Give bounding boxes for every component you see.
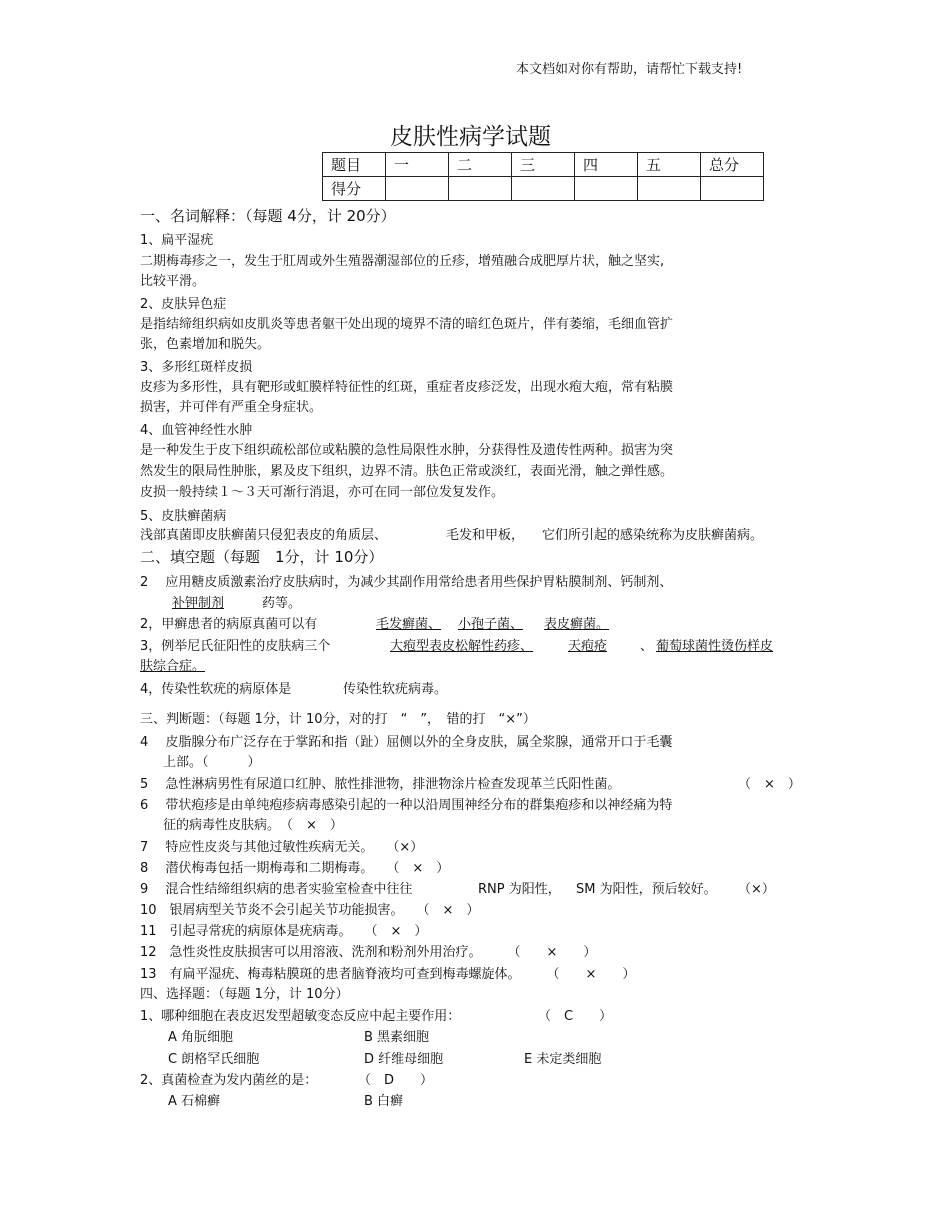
score-cell: 四 — [575, 153, 638, 177]
fill-answer: 葡萄球菌性烫伤样皮 — [656, 639, 774, 654]
section-heading-4: 四、选择题：（每题 1分，计 10分） — [140, 987, 349, 1002]
judge-item: 11 引起寻常疣的病原体是疣病毒。 （ × ） — [140, 924, 428, 939]
judge-item: SM 为阳性，预后较好。 — [576, 882, 717, 897]
judge-item: 6 带状疱疹是由单纯疱疹病毒感染引起的一种以沿周围神经分布的群集疱疹和以神经痛为特 — [140, 798, 673, 813]
judge-answer: （ × ） — [738, 777, 801, 792]
judge-item: 10 银屑病型关节炎不会引起关节功能损害。 （ × ） — [140, 903, 480, 918]
score-table-score-row — [323, 177, 764, 201]
judge-item: 上部。（ ） — [163, 755, 261, 770]
choice-answer: （ C ） — [538, 1009, 613, 1024]
choice-question: 1、哪种细胞在表皮迟发型超敏变态反应中起主要作用： — [140, 1009, 461, 1024]
score-cell — [386, 177, 449, 201]
fill-answer: 毛发癣菌、 — [376, 617, 442, 632]
score-cell: 二 — [449, 153, 512, 177]
term-text: 二期梅毒疹之一，发生于肛周或外生殖器潮湿部位的丘疹，增殖融合成肥厚片状，触之坚实, — [140, 254, 665, 269]
score-cell: 一 — [386, 153, 449, 177]
section-heading-1: 一、名词解释：（每题 4分，计 20分） — [140, 207, 396, 225]
choice-option: B 白癣 — [364, 1094, 404, 1109]
term-text: 它们所引起的感染统称为皮肤癣菌病。 — [542, 528, 764, 543]
fill-answer: 大疱型表皮松解性药疹、 — [390, 639, 534, 654]
fill-answer: 传染性软疣病毒。 — [343, 682, 448, 697]
score-cell: 三 — [512, 153, 575, 177]
judge-item: 4 皮脂腺分布广泛存在于掌跖和指（趾）屈侧以外的全身皮肤，属全浆腺，通常开口于毛囊 — [140, 735, 673, 750]
term-text: 皮疹为多形性，具有靶形或虹膜样特征性的红斑，重症者皮疹泛发，出现水疱大疱，常有粘膜 — [140, 380, 674, 395]
judge-item: 8 潜伏梅毒包括一期梅毒和二期梅毒。 （ × ） — [140, 861, 450, 876]
judge-item: 13 有扁平湿疣、梅毒粘膜斑的患者脑脊液均可查到梅毒螺旋体。 （ × ） — [140, 967, 636, 982]
term-title: 1、扁平湿疣 — [140, 233, 214, 248]
judge-item: 5 急性淋病男性有尿道口红肿、脓性排泄物，排泄物涂片检查发现革兰氏阳性菌。 — [140, 777, 621, 792]
term-text: 毛发和甲板， — [446, 528, 525, 543]
fill-question: 3，例举尼氏征阳性的皮肤病三个 — [140, 639, 331, 654]
score-cell — [638, 177, 701, 201]
choice-option: E 未定类细胞 — [524, 1052, 602, 1067]
fill-question: 2，甲癣患者的病原真菌可以有 — [140, 617, 318, 632]
score-cell — [449, 177, 512, 201]
term-title: 5、皮肤癣菌病 — [140, 509, 227, 524]
term-title: 3、多形红斑样皮损 — [140, 360, 253, 375]
term-text: 是指结缔组织病如皮肌炎等患者躯干处出现的境界不清的暗红色斑片，伴有萎缩，毛细血管扩 — [140, 317, 674, 332]
judge-item: 9 混合性结缔组织病的患者实验室检查中往往 — [140, 882, 413, 897]
score-cell: 五 — [638, 153, 701, 177]
score-cell — [701, 177, 764, 201]
section-heading-2: 二、填空题（每题 1分，计 10分） — [140, 548, 384, 566]
choice-option: A 石棉癣 — [168, 1094, 221, 1109]
judge-item: 12 急性炎性皮肤损害可以用溶液、洗剂和粉剂外用治疗。 （ × ） — [140, 945, 597, 960]
choice-option: A 角朊细胞 — [168, 1030, 234, 1045]
choice-answer: （ D ） — [358, 1073, 434, 1088]
judge-item: RNP 为阳性， — [478, 882, 561, 897]
page-title: 皮肤性病学试题 — [390, 124, 551, 150]
fill-question: 4，传染性软疣的病原体是 — [140, 682, 292, 697]
fill-question: 2 应用糖皮质激素治疗皮肤病时，为减少其副作用常给患者用些保护胃粘膜制剂、钙制剂、 — [140, 575, 673, 590]
score-cell: 题目 — [323, 153, 386, 177]
fill-question: 药等。 — [262, 596, 302, 611]
score-table — [322, 152, 764, 201]
term-text: 损害，并可伴有严重全身症状。 — [140, 400, 323, 415]
choice-question: 2、真菌检查为发内菌丝的是： — [140, 1073, 318, 1088]
choice-option: D 纤维母细胞 — [364, 1052, 444, 1067]
term-title: 4、血管神经性水肿 — [140, 423, 253, 438]
fill-answer: 肤综合症。 — [140, 659, 206, 674]
fill-answer: 小孢子菌、 — [458, 617, 524, 632]
score-cell — [575, 177, 638, 201]
term-text: 皮损一般持续１～３天可渐行消退，亦可在同一部位发复发作。 — [140, 485, 505, 500]
score-cell: 总分 — [701, 153, 764, 177]
score-cell: 得分 — [323, 177, 386, 201]
judge-item: 征的病毒性皮肤病。 （ × ） — [163, 818, 343, 833]
fill-question: 、 — [640, 639, 654, 654]
judge-answer: （×） — [738, 882, 775, 897]
fill-answer: 天疱疮 — [568, 639, 608, 654]
term-text: 然发生的限局性肿胀，累及皮下组织，边界不清。肤色正常或淡红，表面光滑，触之弹性感。 — [140, 464, 674, 479]
term-text: 比较平滑。 — [140, 274, 206, 289]
judge-item: 7 特应性皮炎与其他过敏性疾病无关。 （×） — [140, 840, 424, 855]
fill-answer: 表皮癣菌。 — [544, 617, 610, 632]
term-text: 张，色素增加和脱失。 — [140, 337, 271, 352]
choice-option: B 黑素细胞 — [364, 1030, 430, 1045]
term-text: 是一种发生于皮下组织疏松部位或粘膜的急性局限性水肿，分获得性及遗传性两种。损害为突 — [140, 443, 674, 458]
term-title: 2、皮肤异色症 — [140, 297, 227, 312]
score-cell — [512, 177, 575, 201]
score-table-header-row — [323, 153, 764, 177]
header-note: 本文档如对你有帮助，请帮忙下载支持! — [516, 62, 743, 77]
choice-option: C 朗格罕氏细胞 — [168, 1052, 260, 1067]
term-text: 浅部真菌即皮肤癣菌只侵犯表皮的角质层、 — [140, 528, 388, 543]
section-heading-3: 三、判断题：（每题 1分，计 10分，对的打 “ ”， 错的打 “×”） — [140, 712, 536, 727]
fill-answer: 补钾制剂 — [172, 596, 225, 611]
